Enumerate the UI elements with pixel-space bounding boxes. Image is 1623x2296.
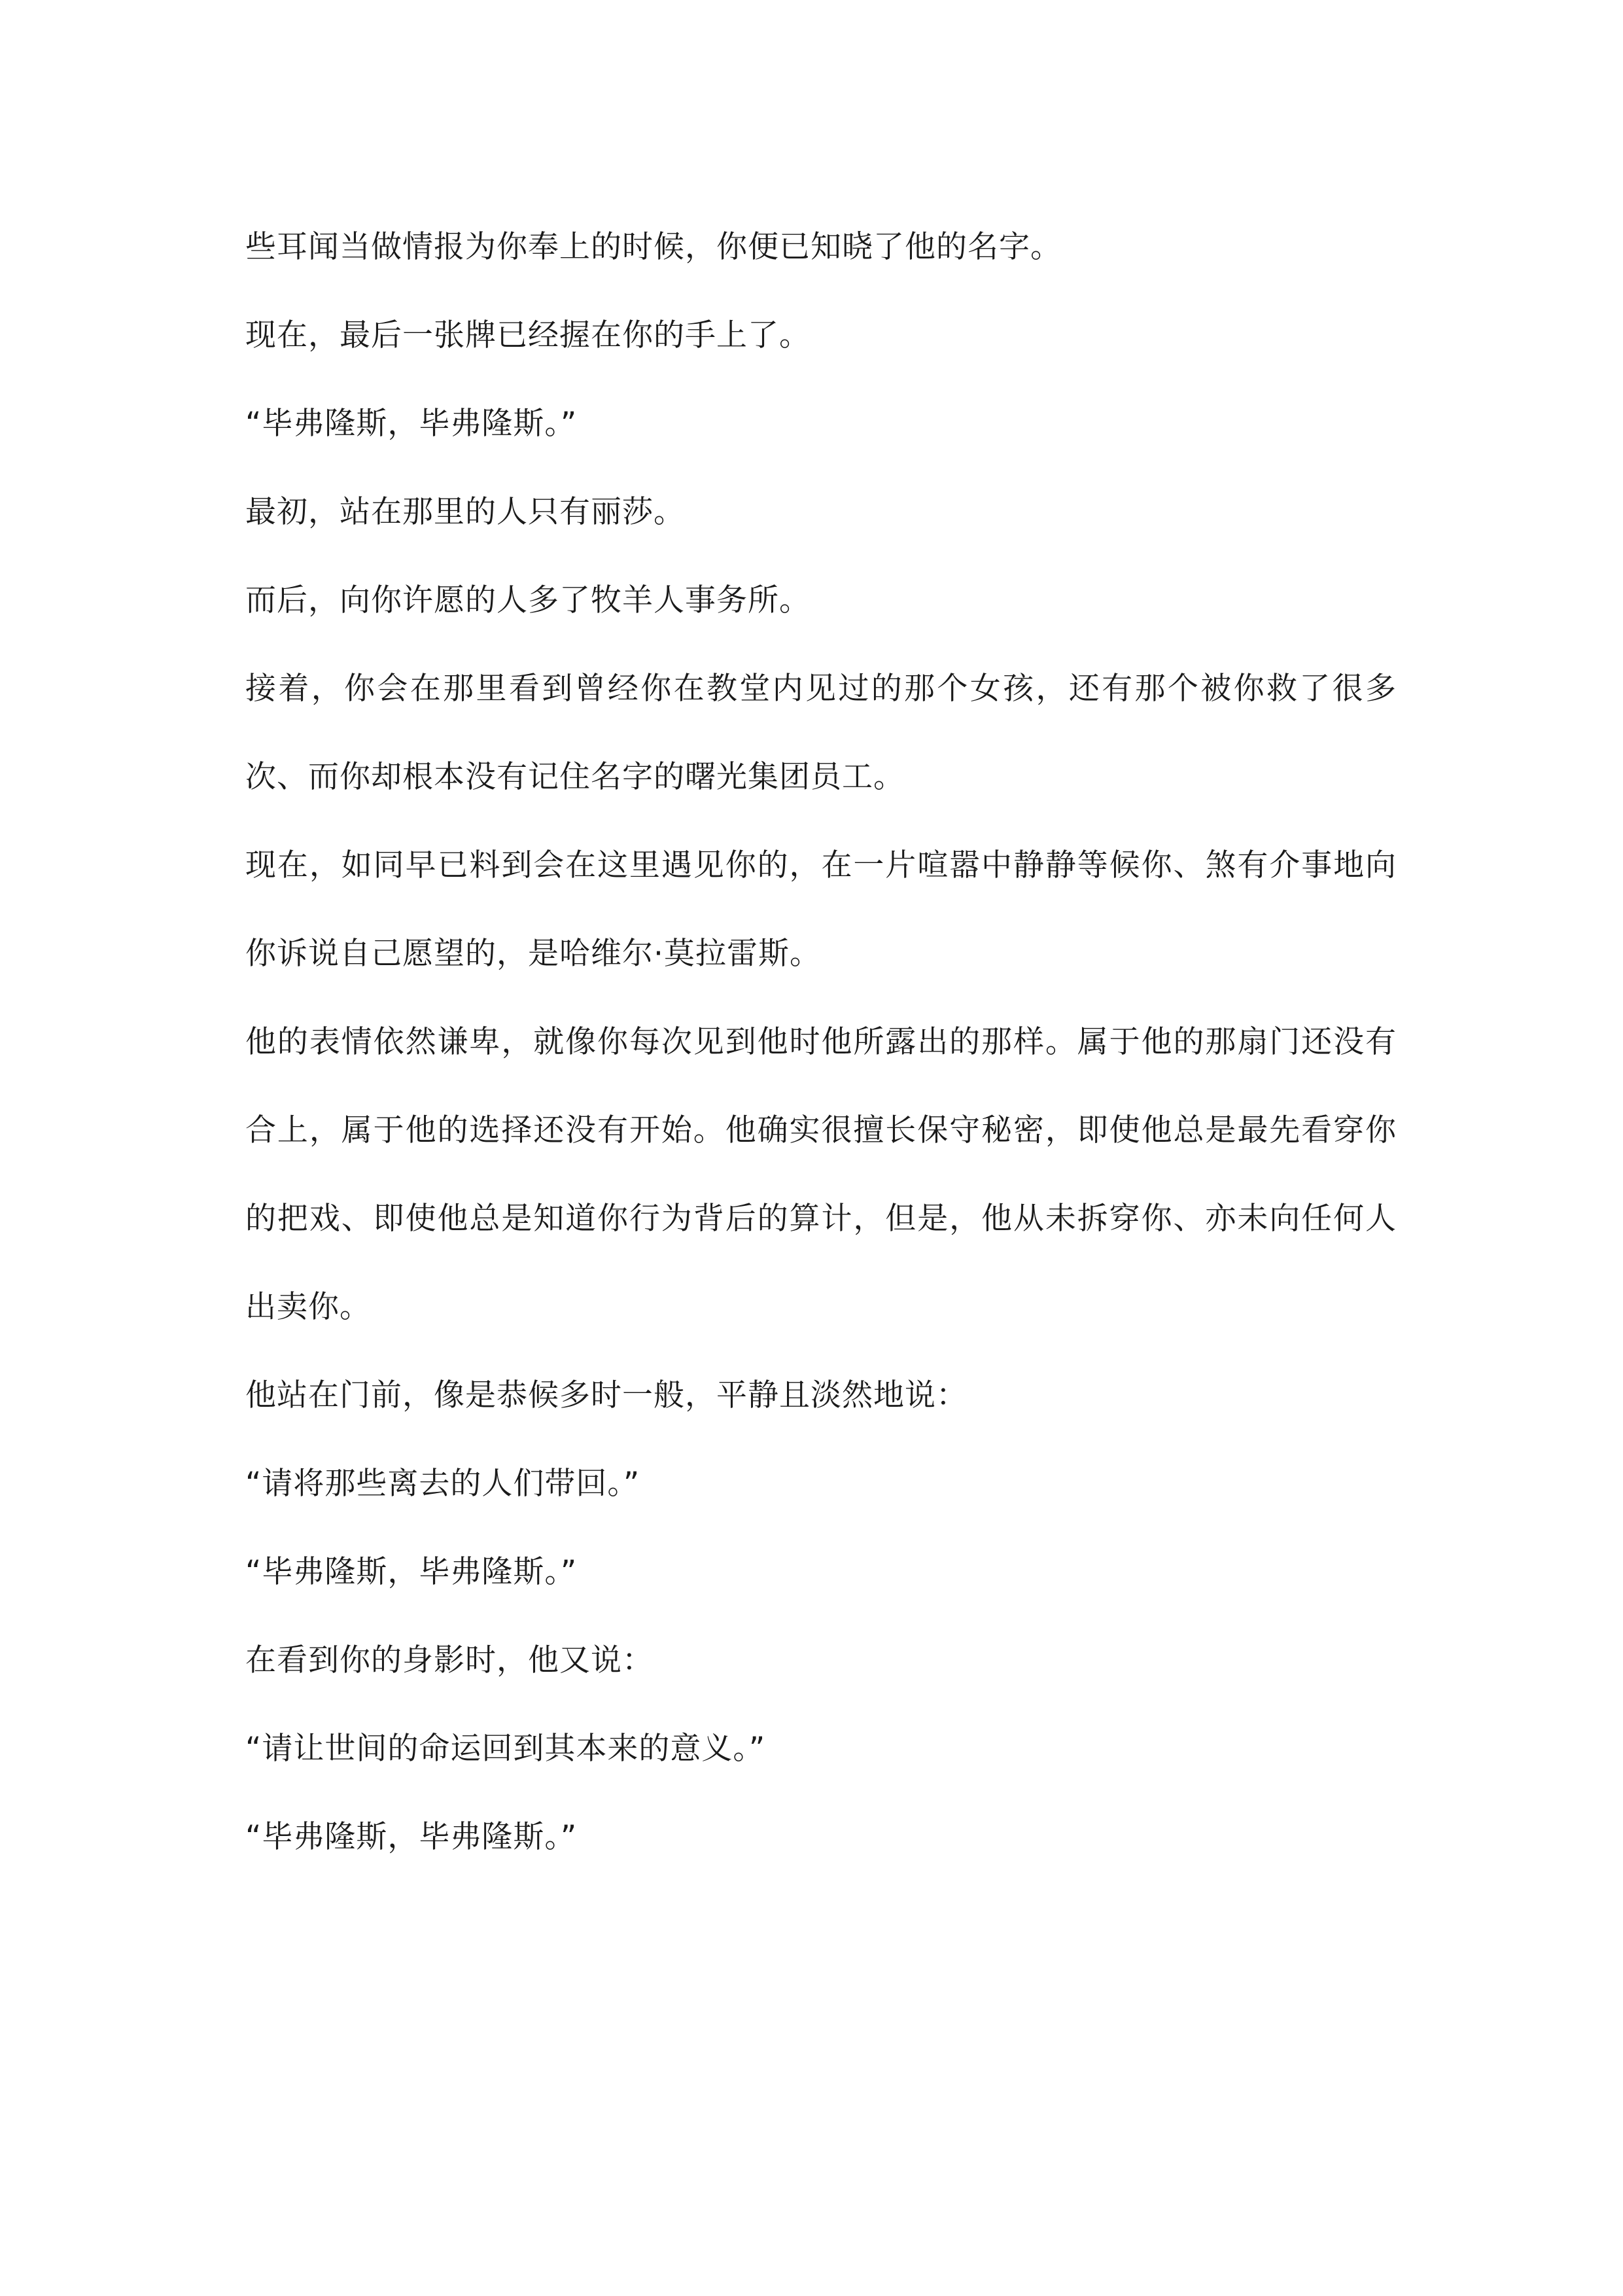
paragraph-8: 他的表情依然谦卑，就像你每次见到他时他所露出的那样。属于他的那扇门还没有合上，属于他的选择还没有开始。他确实很擅长保守秘密，即使他总是最先看穿你的把戏、即使他总是知道你行为背后的算计，但是，他从未拆穿你、亦未向任何人出卖你。 <box>245 1024 1397 1325</box>
paragraph-14: “毕弗隆斯，毕弗隆斯。” <box>245 1819 578 1855</box>
paragraph-5: 而后，向你许愿的人多了牧羊人事务所。 <box>245 582 811 618</box>
paragraph-11: “毕弗隆斯，毕弗隆斯。” <box>245 1554 578 1590</box>
paragraph-4: 最初，站在那里的人只有丽莎。 <box>245 494 685 530</box>
paragraph-10: “请将那些离去的人们带回。” <box>245 1466 640 1502</box>
paragraph-7: 现在，如同早已料到会在这里遇见你的，在一片喧嚣中静静等候你、煞有介事地向你诉说自己愿望的，是哈维尔·莫拉雷斯。 <box>245 847 1397 972</box>
paragraph-6: 接着，你会在那里看到曾经你在教堂内见过的那个女孩，还有那个被你救了很多次、而你却根本没有记住名字的曙光集团员工。 <box>245 671 1397 795</box>
paragraph-12: 在看到你的身影时，他又说： <box>245 1642 654 1678</box>
paragraph-2: 现在，最后一张牌已经握在你的手上了。 <box>245 317 811 353</box>
paragraph-13: “请让世间的命运回到其本来的意义。” <box>245 1731 766 1767</box>
document-body <box>245 203 1397 1881</box>
paragraph-3: “毕弗隆斯，毕弗隆斯。” <box>245 406 578 442</box>
paragraph-1: 些耳闻当做情报为你奉上的时候，你便已知晓了他的名字。 <box>245 229 1062 265</box>
paragraph-9: 他站在门前，像是恭候多时一般，平静且淡然地说： <box>245 1377 968 1413</box>
